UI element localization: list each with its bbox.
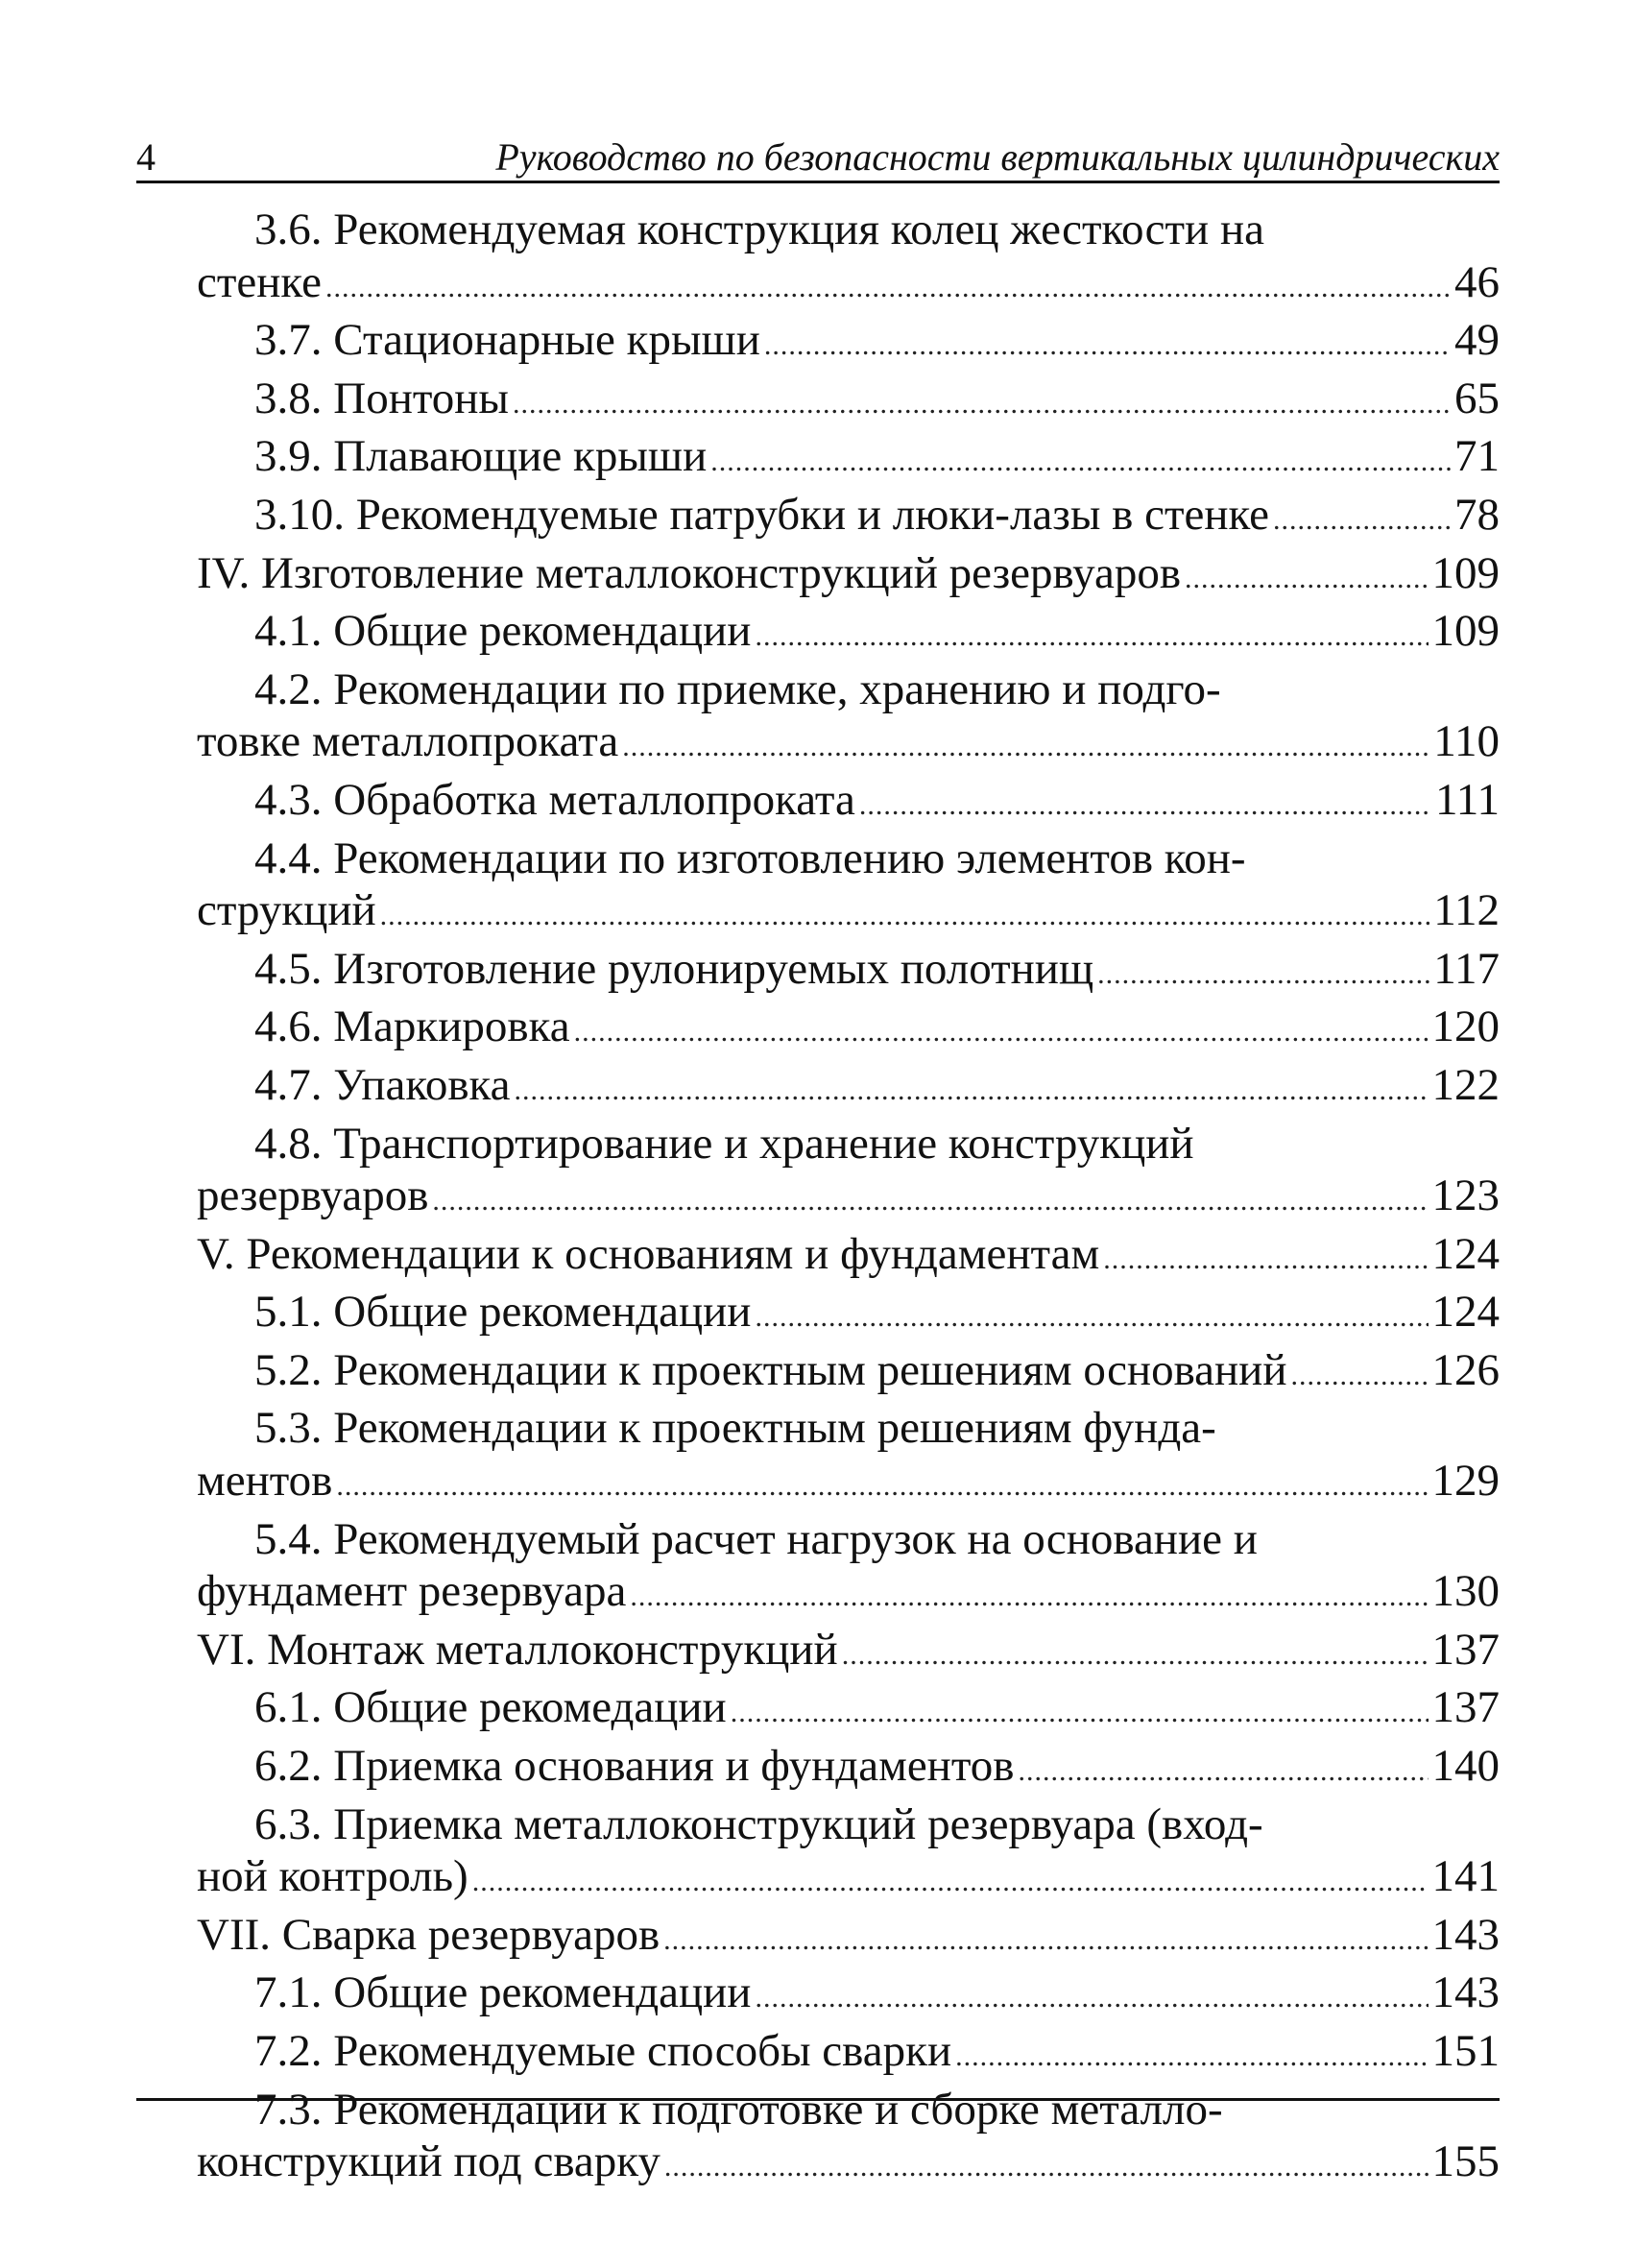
toc-entry-title: 4.4. Рекомендации по изготовлению элементов кон- [254,832,1246,883]
toc-page-number: 140 [1431,1741,1500,1792]
toc-entry [197,373,1500,431]
toc-page-number: 111 [1434,774,1500,825]
toc-entry [197,1624,1500,1682]
toc-entry-line [197,2025,1500,2084]
toc-entry-line [197,832,1500,885]
dot-leader [663,1915,1428,1967]
dot-leader [731,1687,1429,1740]
toc-entry-title: 4.1. Общие рекомендации [254,606,752,657]
toc-page-number: 151 [1431,2026,1500,2076]
toc-entry-title: 6.2. Приемка основания и фундаментов [254,1741,1015,1792]
dot-leader [664,2141,1429,2194]
dot-leader [336,1460,1428,1513]
dot-leader [1103,1234,1428,1287]
toc-page-number: 123 [1431,1170,1500,1221]
toc-page-number: 122 [1431,1059,1500,1110]
toc-entry-line [197,884,1500,943]
toc-entry-title: 4.8. Транспортирование и хранение конструкций [254,1118,1194,1169]
toc-entry-title: 5.4. Рекомендуемый расчет нагрузок на основание и [254,1513,1258,1564]
toc-entry-line [197,715,1500,774]
toc-entry-title: 5.3. Рекомендации к проектным решениям фунда- [254,1403,1216,1454]
toc-entry [197,664,1500,774]
toc-entry-title: IV. Изготовление металлоконструкций резервуаров [197,547,1182,598]
toc-entry [197,1001,1500,1059]
toc-entry-line [197,1681,1500,1740]
toc-entry-line [197,1909,1500,1967]
toc-entry [197,1344,1500,1403]
toc-page-number: 71 [1454,431,1500,482]
toc-entry-line [197,1001,1500,1059]
toc-page-number: 143 [1431,1967,1500,2018]
toc-entry [197,605,1500,664]
toc-entry [197,1228,1500,1287]
dot-leader [859,780,1431,832]
toc-entry-title-continued: струкций [197,885,376,936]
toc-entry-title-continued: стенке [197,256,322,307]
dot-leader [380,890,1430,943]
toc-entry-title: 7.2. Рекомендуемые способы сварки [254,2026,952,2076]
dot-leader [472,1856,1429,1909]
toc-page-number: 130 [1431,1566,1500,1617]
toc-entry-line [197,1059,1500,1118]
toc-entry [197,1402,1500,1512]
dot-leader [755,611,1428,664]
toc-entry-line [197,1966,1500,2025]
toc-entry-line [197,256,1500,315]
toc-entry-title: 4.2. Рекомендации по приемке, хранению и подго- [254,664,1221,714]
toc-entry-title-continued: ной контроль) [197,1851,468,1902]
table-of-contents [197,204,1500,2194]
toc-entry-line [197,1118,1500,1170]
toc-page-number: 49 [1454,315,1500,366]
dot-leader [630,1571,1428,1624]
toc-entry-title: 3.8. Понтоны [254,373,509,423]
toc-entry-line [197,314,1500,373]
toc-page-number: 141 [1431,1851,1500,1902]
toc-entry-line [197,1170,1500,1228]
toc-entry [197,774,1500,832]
toc-entry-line [197,1228,1500,1287]
toc-entry [197,1909,1500,1967]
toc-page-number: 124 [1431,1287,1500,1338]
toc-entry-title: V. Рекомендации к основаниям и фундаментам [197,1228,1100,1279]
dot-leader [432,1175,1428,1228]
toc-entry [197,1740,1500,1798]
dot-leader [1273,495,1451,547]
dot-leader [515,1065,1429,1118]
toc-entry-title-continued: фундамент резервуара [197,1566,627,1617]
toc-entry-title: VII. Сварка резервуаров [197,1909,660,1960]
toc-page-number: 120 [1431,1001,1500,1052]
toc-entry-line [197,2135,1500,2194]
dot-leader [755,1291,1428,1344]
dot-leader [764,320,1451,373]
toc-entry-line [197,605,1500,664]
toc-entry-line [197,1455,1500,1513]
toc-page-number: 137 [1431,1682,1500,1733]
toc-entry-line [197,1513,1500,1566]
toc-entry [197,547,1500,606]
toc-entry [197,314,1500,373]
toc-entry-line [197,430,1500,489]
toc-entry [197,943,1500,1001]
dot-leader [842,1629,1429,1682]
page-number: 4 [136,135,156,179]
toc-page-number: 117 [1433,943,1500,994]
toc-entry-line [197,774,1500,832]
toc-entry-title: 5.1. Общие рекомендации [254,1287,752,1338]
dot-leader [755,1972,1428,2025]
toc-page-number: 78 [1454,489,1500,540]
toc-entry-line [197,1740,1500,1798]
toc-entry-title: 7.1. Общие рекомендации [254,1967,752,2018]
toc-page-number: 126 [1431,1344,1500,1395]
toc-entry-line [197,489,1500,547]
toc-entry [197,1286,1500,1344]
dot-leader [1097,949,1429,1001]
toc-entry [197,1966,1500,2025]
toc-entry-title: 3.6. Рекомендуемая конструкция колец жесткости на [254,205,1264,254]
toc-entry [197,1798,1500,1909]
toc-entry [197,1059,1500,1118]
toc-entry-line [197,664,1500,716]
dot-leader [325,262,1451,315]
toc-page-number: 46 [1454,256,1500,307]
toc-entry-title: 4.6. Маркировка [254,1001,570,1052]
toc-entry-line [197,1850,1500,1909]
toc-entry-line [197,1402,1500,1455]
dot-leader [574,1006,1429,1059]
toc-entry [197,2025,1500,2084]
toc-entry [197,1681,1500,1740]
page-header [136,134,1500,183]
toc-page-number: 65 [1454,373,1500,423]
dot-leader [1018,1746,1428,1798]
toc-page-number: 109 [1431,547,1500,598]
dot-leader [955,2031,1428,2084]
toc-page-number: 112 [1433,885,1500,936]
toc-page-number: 124 [1431,1228,1500,1279]
toc-entry [197,489,1500,547]
toc-entry-title: 7.3. Рекомендации к подготовке и сборке металло- [254,2084,1223,2135]
toc-page-number: 129 [1431,1456,1500,1507]
toc-entry-title-continued: конструкций под сварку [197,2136,660,2187]
toc-entry-line [197,1286,1500,1344]
toc-entry-title: VI. Монтаж металлоконструкций [197,1624,838,1675]
toc-entry-line [197,1565,1500,1624]
toc-entry-title: 4.3. Обработка металлопроката [254,774,855,825]
toc-entry-line [197,1798,1500,1851]
toc-page-number: 143 [1431,1909,1500,1960]
toc-entry [197,1513,1500,1624]
toc-entry-line [197,943,1500,1001]
toc-entry [197,430,1500,489]
toc-entry-line [197,2084,1500,2136]
running-title: Руководство по безопасности вертикальных цилиндрических [495,135,1500,179]
dot-leader [1185,553,1428,606]
dot-leader [1290,1350,1428,1403]
toc-entry-title: 4.5. Изготовление рулонируемых полотнищ [254,943,1094,994]
toc-entry-title: 3.7. Стационарные крыши [254,315,760,366]
toc-page-number: 137 [1431,1624,1500,1675]
toc-entry-line [197,204,1500,256]
toc-entry-line [197,373,1500,431]
toc-page-number: 155 [1431,2136,1500,2187]
toc-entry [197,1118,1500,1228]
toc-entry-title-continued: ментов [197,1456,333,1507]
dot-leader [513,378,1451,431]
toc-entry-line [197,547,1500,606]
toc-entry-title: 4.7. Упаковка [254,1059,511,1110]
toc-entry-title-continued: резервуаров [197,1170,429,1221]
toc-entry-title: 3.9. Плавающие крыши [254,431,708,482]
toc-entry-line [197,1344,1500,1403]
footer-rule [136,2098,1500,2101]
toc-entry [197,204,1500,314]
toc-entry [197,832,1500,943]
toc-page-number: 110 [1433,716,1500,767]
toc-entry-title: 6.1. Общие рекомедации [254,1682,727,1733]
dot-leader [710,436,1451,489]
toc-entry-line [197,1624,1500,1682]
toc-entry-title: 5.2. Рекомендации к проектным решениям оснований [254,1344,1287,1395]
dot-leader [622,721,1429,774]
toc-page-number: 109 [1431,606,1500,657]
toc-entry-title: 6.3. Приемка металлоконструкций резервуара (вход- [254,1798,1263,1849]
toc-entry-title: 3.10. Рекомендуемые патрубки и люки-лазы в стенке [254,489,1270,540]
toc-entry-title-continued: товке металлопроката [197,716,619,767]
